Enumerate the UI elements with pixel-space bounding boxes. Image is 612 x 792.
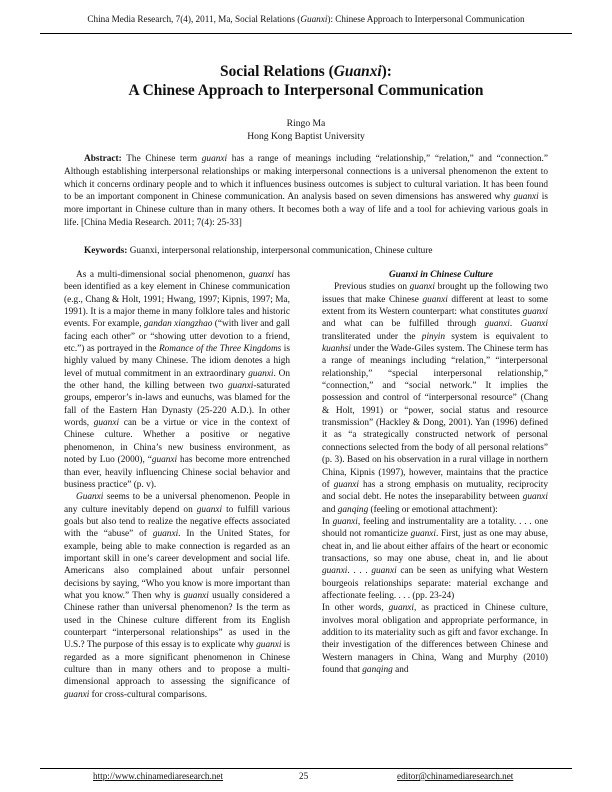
page-number: 25 bbox=[299, 771, 309, 781]
italic-term: kuanhsi bbox=[322, 344, 351, 355]
italic-term: Guanxi bbox=[520, 319, 548, 330]
italic-term: guanxi bbox=[522, 492, 548, 503]
title-line-1 bbox=[0, 62, 612, 81]
author-name: Ringo Ma bbox=[286, 118, 326, 129]
section-heading-italic: Guanxi bbox=[388, 270, 418, 280]
italic-term: guanxi bbox=[93, 418, 120, 429]
left-column bbox=[64, 269, 290, 701]
italic-term: guanxi bbox=[388, 603, 414, 614]
abstract-term: guanxi bbox=[201, 154, 228, 164]
header-suffix: ): Chinese Approach to Interpersonal Communication bbox=[327, 14, 525, 24]
section-heading-rest: in Chinese Culture bbox=[417, 270, 494, 280]
title-line1-pre: Social Relations ( bbox=[220, 63, 334, 80]
italic-term: ganqing bbox=[337, 504, 369, 515]
paper-title bbox=[0, 62, 612, 100]
title-line1-post: ): bbox=[381, 63, 392, 80]
author-affiliation: Hong Kong Baptist University bbox=[247, 131, 365, 142]
intro-paragraph-1: As a multi-dimensional social phenomenon, guanxi has been identified as a key element in Chinese communication (e.g., Chang & Holt, 1991; Hwang, 1997; Kipnis, 1997; Ma, 1991). It is a major theme in many folklore tales and historic events. For example, gandan xiangzhao (“with liver and gall facing each other” or “showing utter devotion to a friend, etc.”) as portrayed in the Romance of the Three Kingdoms is highly valued by many Chinese. The idiom denotes a high level of mutual commitment in an extraordinary guanxi. On the other hand, the killing between two guanxi-saturated groups, emperor’s in-laws and eunuchs, was blamed for the fall of the Eastern Han Dynasty (25-220 A.D.). In other words, guanxi can be a virtue or vice in the context of Chinese culture. Whether a positive or negative phenomenon, in China’s new business environment, as noted by Luo (2000), “guanxi has become more entrenched than ever, heavily influencing Chinese social behavior and business practice” (p. v). bbox=[64, 270, 291, 490]
italic-term: ganqing bbox=[362, 665, 393, 675]
italic-term: guanxi bbox=[248, 270, 274, 280]
italic-term: guanxi bbox=[322, 566, 348, 577]
abstract-label: Abstract: bbox=[84, 154, 122, 164]
italic-term: guanxi bbox=[183, 590, 209, 601]
keywords-label: Keywords: bbox=[84, 246, 128, 256]
intro-paragraph-2: Guanxi seems to be a universal phenomenon. People in any culture inevitably depend on guanxi to fulfill various goals but also tend to realize the negative effects associated with the “abuse” of guanxi. In the United States, for example, being able to make connection is regarded as an important skill in one’s career development and social life. Americans also complained about unfair personnel decisions by saying, “Who you know is more important than what you know.” Then why is guanxi usually considered a Chinese rather than universal phenomenon? Is the term as used in the Chinese culture different from its English counterpart “interpersonal relationships” as used in the U.S.? The purpose of this essay is to explicate why guanxi is regarded as a more significant phenomenon in Chinese culture than in many others and to propose a multi-dimensional approach to assessing the significance of guanxi for cross-cultural comparisons. bbox=[64, 492, 290, 700]
abstract-term: guanxi bbox=[513, 192, 539, 203]
footer-email-link[interactable] bbox=[397, 771, 513, 781]
footer-email[interactable]: editor@chinamediaresearch.net bbox=[397, 771, 514, 781]
footer-url[interactable]: http://www.chinamediaresearch.net bbox=[93, 771, 224, 781]
abstract-text: The Chinese term bbox=[121, 154, 202, 164]
abstract-text: has a range of meanings including “relationship,” “relation,” and “connection.” Although establishing interpersonal relationships or making interpersonal connections is a universal phenomenon the extent to which it concerns ordinary people and to which it influences business outcomes is subject to cultural variation. It has been found to be an important component in Chinese communication. An analysis based on seven dimensions has answered why bbox=[64, 154, 548, 203]
italic-term: guanxi bbox=[228, 381, 254, 392]
italic-term: guanxi bbox=[409, 282, 435, 293]
italic-term: gandan xiangzhao bbox=[143, 319, 213, 330]
abstract bbox=[64, 153, 548, 230]
italic-term: guanxi bbox=[248, 368, 274, 379]
italic-term: guanxi bbox=[196, 504, 223, 515]
footer-website-link[interactable] bbox=[93, 771, 223, 781]
right-column bbox=[322, 269, 548, 676]
header-rule bbox=[40, 33, 572, 34]
italic-term: guanxi bbox=[410, 529, 436, 540]
italic-term: Romance of the Three Kingdoms bbox=[158, 344, 282, 355]
keywords bbox=[64, 245, 548, 258]
section-paragraph-1: Previous studies on guanxi brought up the following two issues that make Chinese guanxi different at least to some extent from its Western counterpart: what constitutes guanxi and what can be fulfilled through guanxi. Guanxi transliterated under the pinyin system is equivalent to kuanhsi under the Wade-Giles system. The Chinese term has a range of meanings including “relation,” “interpersonal relationship,” “special interpersonal relationship,” “connection,” and “social network.” It implies the possession and control of “interpersonal resource” (Chang & Holt, 1991) or “power, social status and resource transmission” (Hackley & Dong, 2001). Yan (1996) defined it as “a strategically constructed network of personal connections selected from the body of all personal relations” (p. 3). Based on his observation in a rural village in northern China, Kipnis (1997), however, maintains that the practice of guanxi has a strong emphasis on mutuality, reciprocity and social debt. He notes the inseparability between guanxi and ganqing (feeling or emotional attachment): bbox=[322, 282, 549, 515]
section-heading bbox=[322, 269, 548, 281]
footer-rule bbox=[40, 768, 572, 769]
block-quote: In guanxi, feeling and instrumentality are a totality. . . . one should not romanticize guanxi. First, just as one may abuse, cheat in, and lie about either affairs of the heart or economic transactions, so may one abuse, cheat in, and lie about guanxi. . . . guanxi can be seen as unifying what Western bourgeois relationships separate: material exchange and affectionate feeling. . . . (pp. 23-24) bbox=[322, 516, 548, 601]
italic-term: guanxi bbox=[333, 479, 360, 490]
italic-term: guanxi bbox=[256, 640, 282, 651]
title-line-2: A Chinese Approach to Interpersonal Communication bbox=[128, 82, 484, 99]
running-header bbox=[40, 14, 572, 24]
italic-term: guanxi bbox=[422, 294, 448, 305]
italic-term: guanxi bbox=[152, 529, 179, 540]
title-line1-italic: Guanxi bbox=[333, 63, 382, 80]
abstract-text: is more important in Chinese culture than in many others. It becomes both a way of life and a tool for achieving various goals in life. [China Media Research. 2011; 7(4): 25-33] bbox=[64, 192, 549, 228]
italic-term: guanxi bbox=[64, 689, 90, 700]
header-prefix: China Media Research, 7(4), 2011, Ma, Social Relations ( bbox=[87, 14, 301, 24]
italic-term: guanxi bbox=[484, 319, 510, 330]
italic-term: guanxi bbox=[371, 566, 397, 577]
italic-term: pinyin bbox=[421, 331, 446, 342]
italic-term: guanxi bbox=[332, 516, 358, 527]
italic-term: guanxi bbox=[522, 307, 548, 318]
header-italic: Guanxi bbox=[300, 14, 328, 24]
section-paragraph-2: In other words, guanxi, as practiced in Chinese culture, involves moral obligation and appropriate performance, in addition to its materiality such as gift and favor exchange. In their investigation of the differences between Chinese and Western managers in China, Wang and Murphy (2010) found that ganqing and bbox=[322, 603, 549, 675]
keywords-text: Guanxi, interpersonal relationship, interpersonal communication, Chinese culture bbox=[127, 246, 433, 256]
italic-term: guanxi bbox=[151, 455, 178, 466]
italic-term: Guanxi bbox=[76, 492, 104, 503]
